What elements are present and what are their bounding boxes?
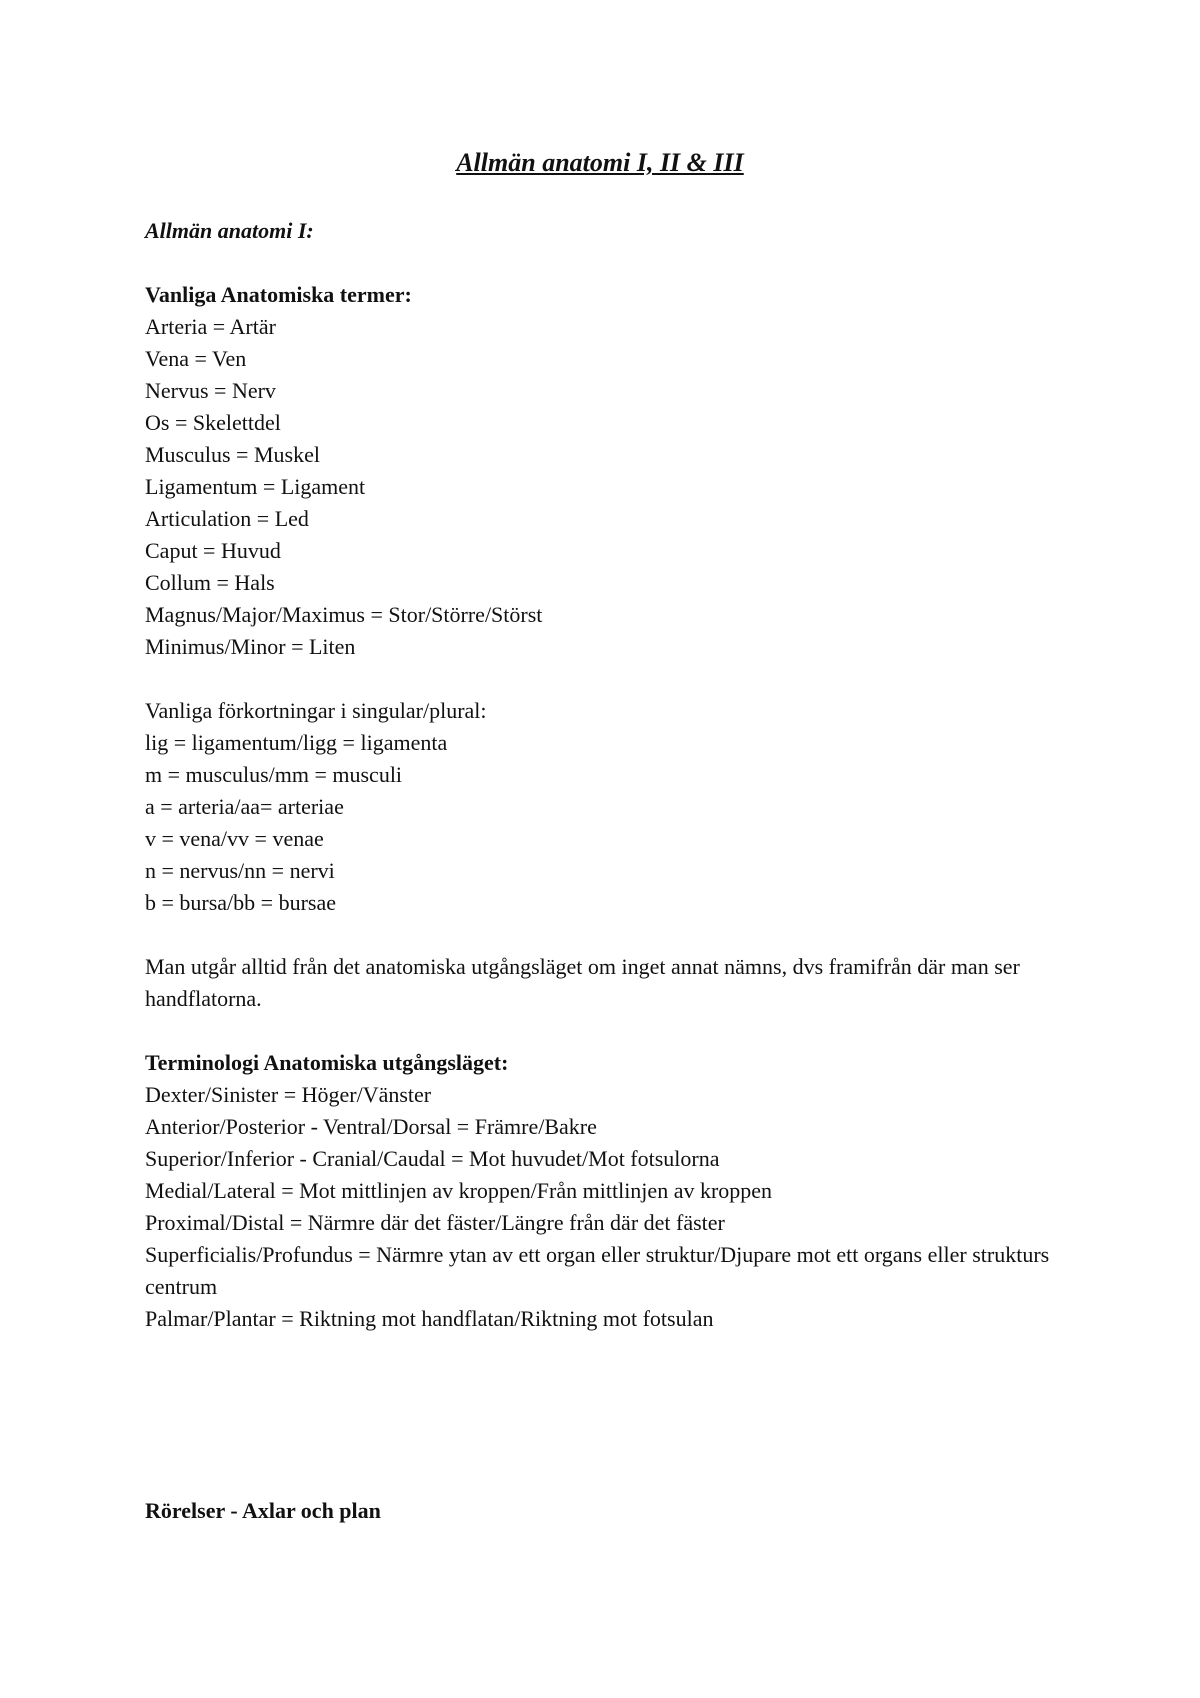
term-item: Caput = Huvud: [145, 538, 281, 563]
abbreviation-item: v = vena/vv = venae: [145, 826, 324, 851]
term-item: Musculus = Muskel: [145, 442, 320, 467]
term-item: Articulation = Led: [145, 506, 309, 531]
terminology-heading: Terminologi Anatomiska utgångsläget:: [145, 1050, 509, 1075]
abbreviations-heading: Vanliga förkortningar i singular/plural:: [145, 698, 487, 723]
term-item: Collum = Hals: [145, 570, 275, 595]
final-heading: Rörelser - Axlar och plan: [145, 1498, 381, 1523]
abbreviation-item: n = nervus/nn = nervi: [145, 858, 335, 883]
terminology-item: Superficialis/Profundus = Närmre ytan av ett organ eller struktur/Djupare mot ett organs eller strukturs centrum: [145, 1242, 1050, 1299]
abbreviation-item: a = arteria/aa= arteriae: [145, 794, 344, 819]
terminology-item: Superior/Inferior - Cranial/Caudal = Mot huvudet/Mot fotsulorna: [145, 1146, 720, 1171]
spacer: [145, 1015, 1075, 1047]
document-body: [145, 215, 1075, 1527]
spacer: [145, 663, 1075, 695]
abbreviation-item: b = bursa/bb = bursae: [145, 890, 336, 915]
terminology-item: Medial/Lateral = Mot mittlinjen av kroppen/Från mittlinjen av kroppen: [145, 1178, 773, 1203]
term-item: Magnus/Major/Maximus = Stor/Större/Störst: [145, 602, 543, 627]
document-title: Allmän anatomi I, II & III: [456, 148, 744, 177]
terms-list: [145, 311, 1075, 663]
terminology-item: Dexter/Sinister = Höger/Vänster: [145, 1082, 432, 1107]
term-item: Os = Skelettdel: [145, 410, 281, 435]
abbreviations-list: [145, 727, 1075, 919]
body-paragraph: Man utgår alltid från det anatomiska utgångsläget om inget annat nämns, dvs framifrån där man ser handflatorna.: [145, 954, 1020, 1011]
term-item: Nervus = Nerv: [145, 378, 276, 403]
terminology-item: Anterior/Posterior - Ventral/Dorsal = Främre/Bakre: [145, 1114, 597, 1139]
abbreviation-item: m = musculus/mm = musculi: [145, 762, 403, 787]
spacer: [145, 919, 1075, 951]
term-item: Minimus/Minor = Liten: [145, 634, 356, 659]
term-item: Vena = Ven: [145, 346, 247, 371]
terms-heading: Vanliga Anatomiska termer:: [145, 282, 412, 307]
terminology-item: Palmar/Plantar = Riktning mot handflatan/Riktning mot fotsulan: [145, 1306, 714, 1331]
terminology-item: Proximal/Distal = Närmre där det fäster/Längre från där det fäster: [145, 1210, 725, 1235]
section-heading: Allmän anatomi I:: [145, 218, 314, 243]
terminology-list: [145, 1079, 1075, 1335]
term-item: Arteria = Artär: [145, 314, 276, 339]
spacer: [145, 1335, 1075, 1495]
abbreviation-item: lig = ligamentum/ligg = ligamenta: [145, 730, 448, 755]
spacer: [145, 247, 1075, 279]
term-item: Ligamentum = Ligament: [145, 474, 366, 499]
